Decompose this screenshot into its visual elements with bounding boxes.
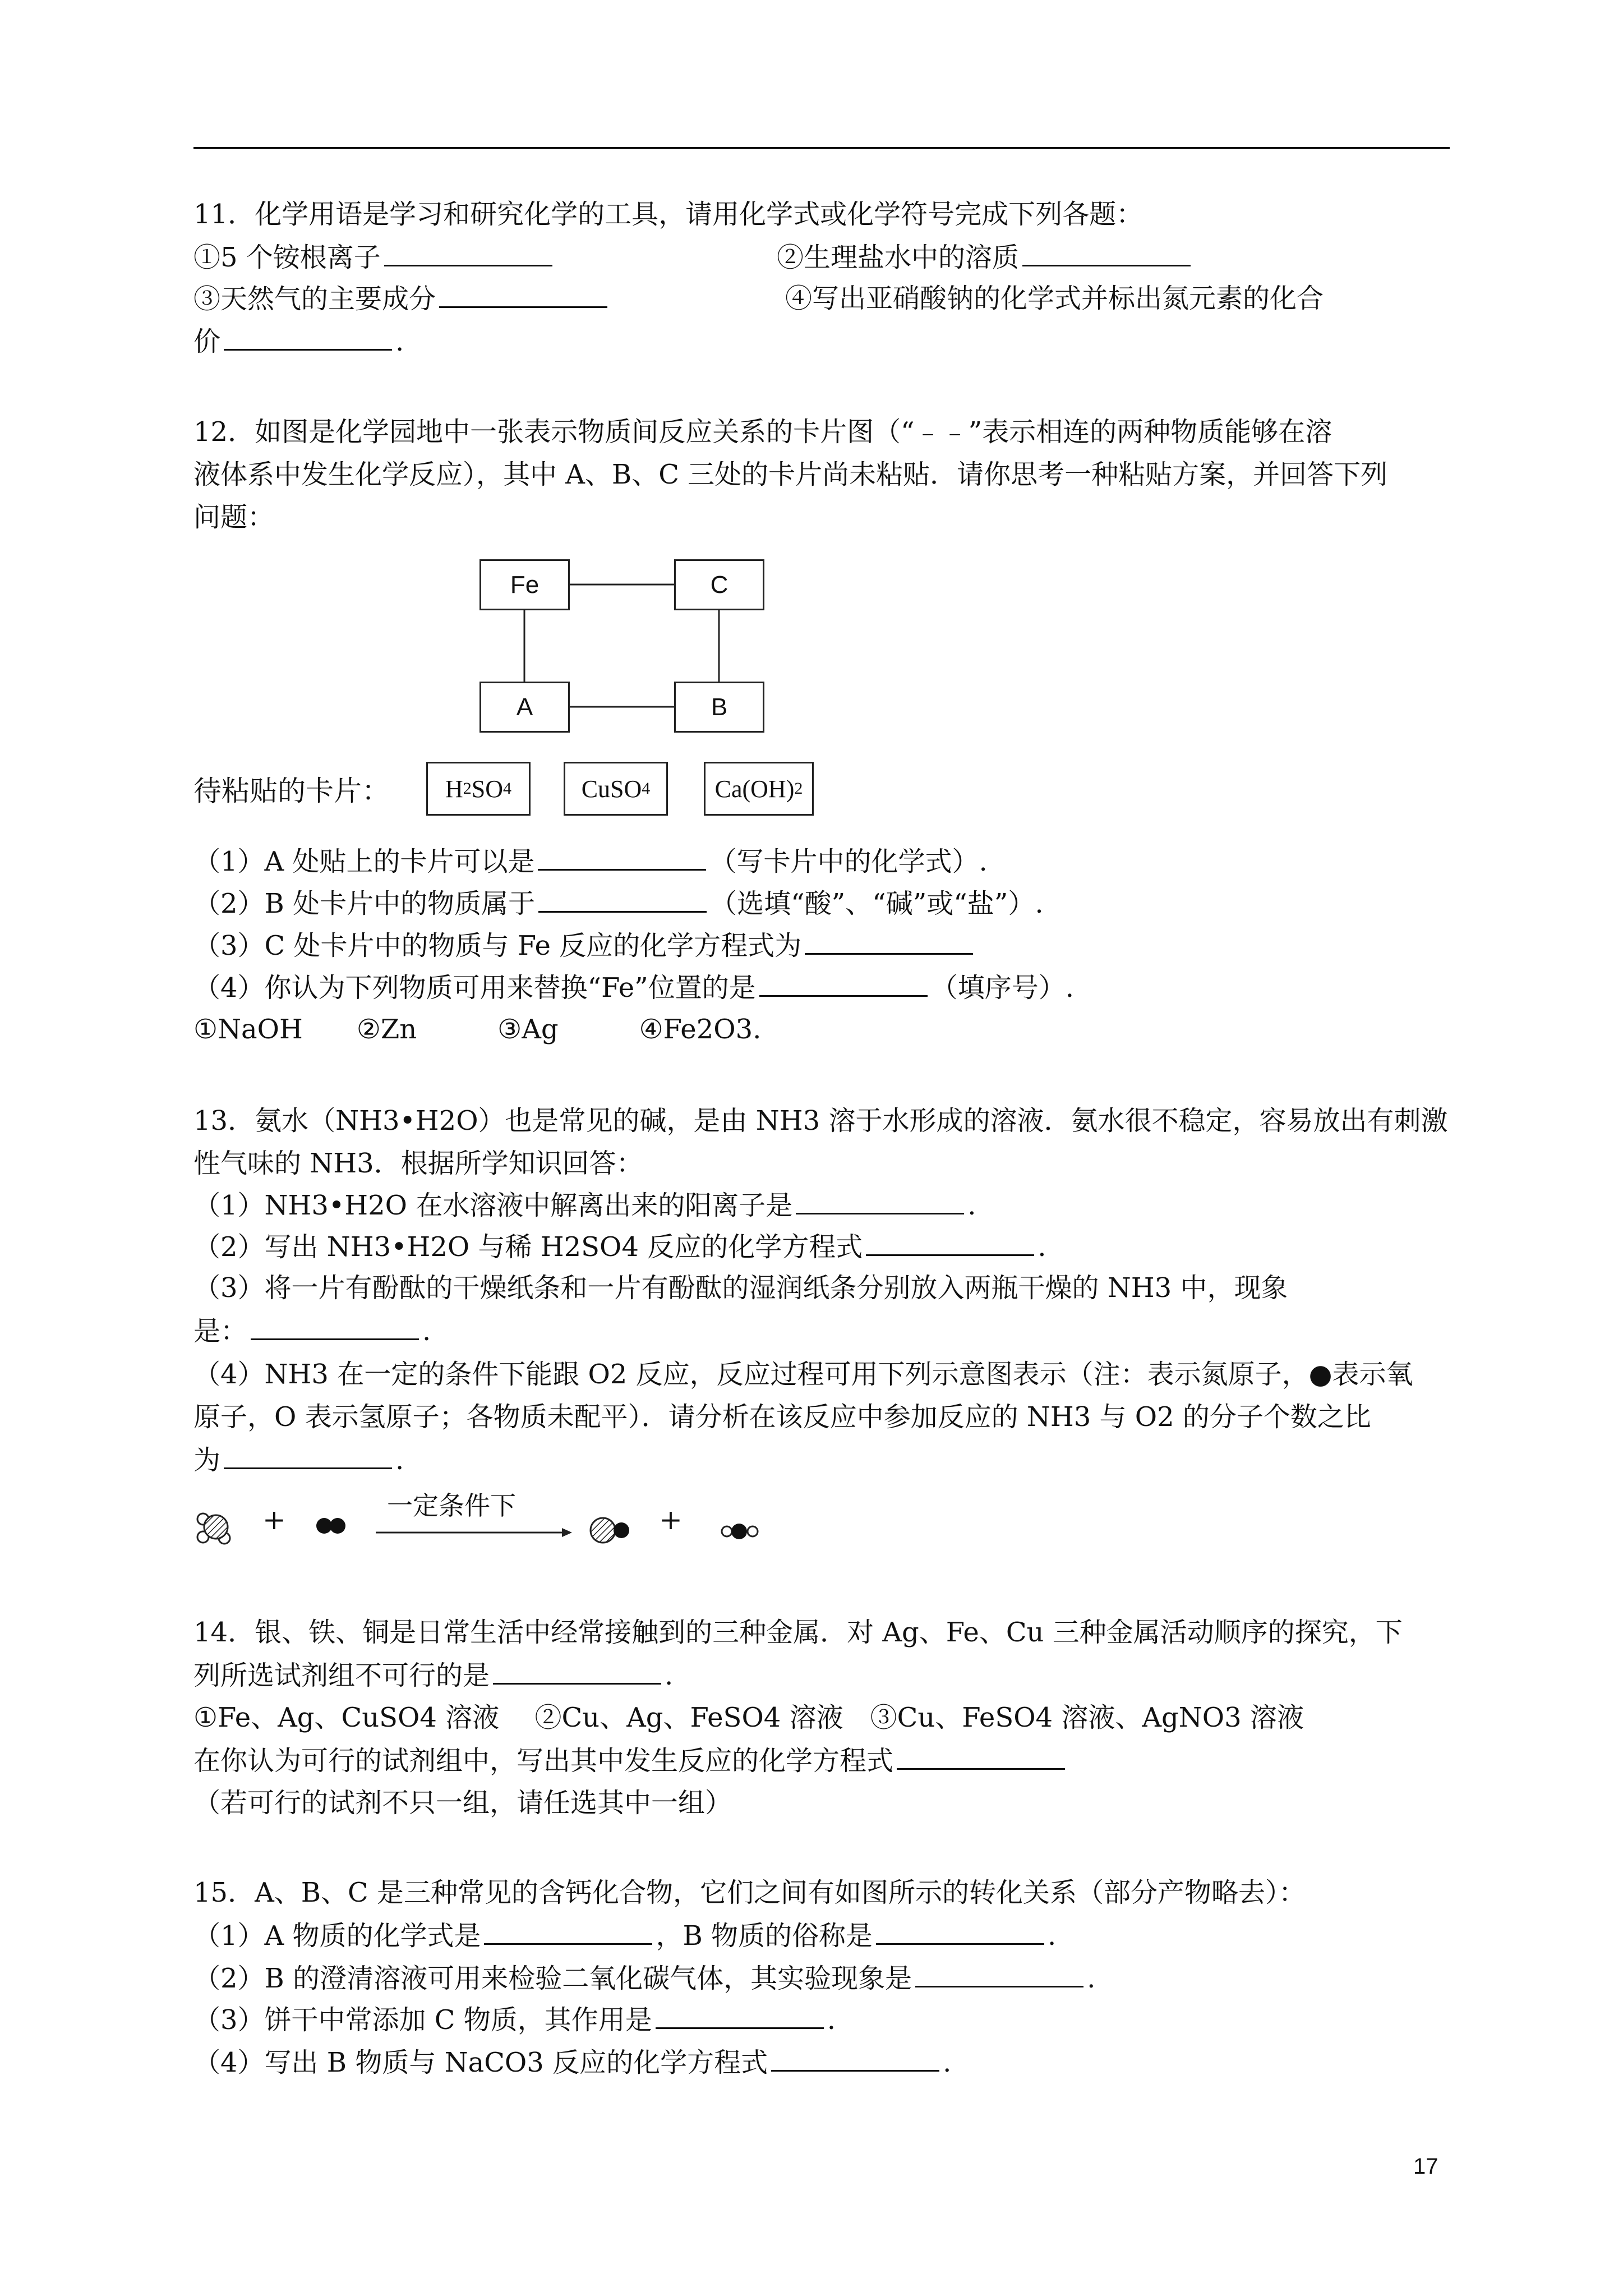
q11-item2: ②生理盐水中的溶质 bbox=[777, 240, 1194, 274]
answer-blank[interactable] bbox=[876, 1918, 1044, 1945]
q13-sub2: （2）写出 NH3•H2O 与稀 H2SO4 反应的化学方程式 . bbox=[193, 1230, 1046, 1264]
q14-note: （若可行的试剂不只一组，请任选其中一组） bbox=[193, 1787, 732, 1819]
q13-sub4-line1: （4）NH3 在一定的条件下能跟 O2 反应，反应过程可用下列示意图表示（注：表示氮原子，●表示氧 bbox=[193, 1359, 1413, 1390]
nh3-molecule-icon bbox=[197, 1513, 230, 1544]
q15-stem: 15．A、B、C 是三种常见的含钙化合物，它们之间有如图所示的转化关系（部分产物略去）： bbox=[193, 1877, 1306, 1908]
no-molecule-icon bbox=[591, 1518, 629, 1543]
paste-card-caoh2: Ca(OH) 2 bbox=[704, 762, 814, 816]
q14-options: ①Fe、Ag、CuSO4 溶液 ②Cu、Ag、FeSO4 溶液 ③Cu、FeSO4 溶液、AgNO3 溶液 bbox=[193, 1702, 1304, 1733]
q13-stem-line1: 13．氨水（NH3•H2O）也是常见的碱，是由 NH3 溶于水形成的溶液．氨水很不稳定，容易放出有刺激 bbox=[193, 1105, 1448, 1137]
answer-blank[interactable] bbox=[897, 1743, 1065, 1770]
q13-stem-line2: 性气味的 NH3．根据所学知识回答： bbox=[193, 1148, 643, 1179]
o2-molecule-icon bbox=[316, 1518, 345, 1534]
answer-blank[interactable] bbox=[224, 1443, 392, 1469]
q13-sub3: （3）将一片有酚酞的干燥纸条和一片有酚酞的湿润纸条分别放入两瓶干燥的 NH3 中，现象 bbox=[193, 1272, 1288, 1304]
q15-sub1: （1）A 物质的化学式是 ，B 物质的俗称是 . bbox=[193, 1918, 1056, 1953]
q14-equation-prompt: 在你认为可行的试剂组中，写出其中发生反应的化学方程式 bbox=[193, 1743, 1068, 1778]
answer-blank[interactable] bbox=[224, 324, 392, 351]
q11-item4-cont: 价 . bbox=[193, 324, 404, 358]
q12-stem-line1: 12．如图是化学园地中一张表示物质间反应关系的卡片图（“﹣﹣”表示相连的两种物质能够在溶 bbox=[193, 416, 1332, 448]
q13-sub4-line2: 原子，O 表示氢原子；各物质未配平）．请分析在该反应中参加反应的 NH3 与 O2 的分子个数之比 bbox=[193, 1401, 1371, 1433]
answer-blank[interactable] bbox=[759, 970, 928, 997]
paste-card-cuso4: CuSO 4 bbox=[564, 762, 668, 816]
card-fe: Fe bbox=[479, 559, 570, 610]
plus-sign: + bbox=[262, 1503, 286, 1536]
condition-label: 一定条件下 bbox=[387, 1491, 516, 1520]
answer-blank[interactable] bbox=[484, 1918, 652, 1945]
q12-stem-line3: 问题： bbox=[193, 501, 275, 533]
card-c: C bbox=[674, 559, 764, 610]
answer-blank[interactable] bbox=[538, 886, 707, 913]
q14-stem-line1: 14．银、铁、铜是日常生活中经常接触到的三种金属．对 Ag、Fe、Cu 三种金属活动顺序的探究，下 bbox=[193, 1617, 1403, 1648]
q15-sub4: （4）写出 B 物质与 NaCO3 反应的化学方程式 . bbox=[193, 2045, 951, 2079]
q12-sub2: （2）B 处卡片中的物质属于 （选填“酸”、“碱”或“盐”）. bbox=[193, 886, 1044, 921]
answer-blank[interactable] bbox=[915, 1961, 1083, 1987]
answer-blank[interactable] bbox=[538, 844, 706, 871]
paste-cards-label: 待粘贴的卡片： bbox=[193, 775, 390, 807]
answer-blank[interactable] bbox=[439, 282, 607, 308]
q11-item1: ①5 个铵根离子 bbox=[193, 240, 556, 274]
q12-sub1: （1）A 处贴上的卡片可以是 （写卡片中的化学式）. bbox=[193, 844, 988, 878]
q11-item3: ③天然气的主要成分 bbox=[193, 282, 611, 316]
q12-sub4: （4）你认为下列物质可用来替换“Fe”位置的是 （填序号）. bbox=[193, 970, 1074, 1005]
q13-sub3-cont: 是： . bbox=[193, 1314, 431, 1348]
answer-blank[interactable] bbox=[1022, 240, 1191, 266]
q13-sub4-line3: 为 . bbox=[193, 1443, 404, 1477]
q12-options: ①NaOH ②Zn ③Ag ④Fe2O3. bbox=[193, 1014, 762, 1045]
answer-blank[interactable] bbox=[796, 1188, 964, 1214]
card-a: A bbox=[479, 682, 570, 733]
q11-item4: ④写出亚硝酸钠的化学式并标出氮元素的化合 bbox=[785, 283, 1324, 314]
paste-card-h2so4: H 2 SO 4 bbox=[426, 762, 531, 816]
answer-blank[interactable] bbox=[771, 2045, 939, 2072]
q11-stem: 11．化学用语是学习和研究化学的工具，请用化学式或化学符号完成下列各题： bbox=[193, 199, 1144, 230]
answer-blank[interactable] bbox=[251, 1314, 419, 1340]
answer-blank[interactable] bbox=[805, 928, 973, 955]
arrow-head-icon bbox=[562, 1528, 572, 1537]
q14-stem-line2: 列所选试剂组不可行的是 . bbox=[193, 1658, 673, 1692]
q12-sub3: （3）C 处卡片中的物质与 Fe 反应的化学方程式为 bbox=[193, 928, 976, 963]
page-number: 17 bbox=[1413, 2154, 1438, 2179]
card-b: B bbox=[674, 682, 764, 733]
answer-blank[interactable] bbox=[866, 1230, 1034, 1256]
q15-sub3: （3）饼干中常添加 C 物质，其作用是 . bbox=[193, 2003, 836, 2037]
q12-stem-line2: 液体系中发生化学反应），其中 A、B、C 三处的卡片尚未粘贴．请你思考一种粘贴方案，并回答下列 bbox=[193, 459, 1388, 490]
h2o-molecule-icon bbox=[722, 1524, 758, 1539]
plus-sign: + bbox=[659, 1503, 683, 1536]
answer-blank[interactable] bbox=[384, 240, 552, 266]
answer-blank[interactable] bbox=[493, 1658, 661, 1685]
answer-blank[interactable] bbox=[656, 2003, 824, 2029]
q15-sub2: （2）B 的澄清溶液可用来检验二氧化碳气体，其实验现象是 . bbox=[193, 1961, 1095, 1995]
header-rule bbox=[193, 147, 1450, 149]
q13-sub1: （1）NH3•H2O 在水溶液中解离出来的阳离子是 . bbox=[193, 1188, 976, 1222]
